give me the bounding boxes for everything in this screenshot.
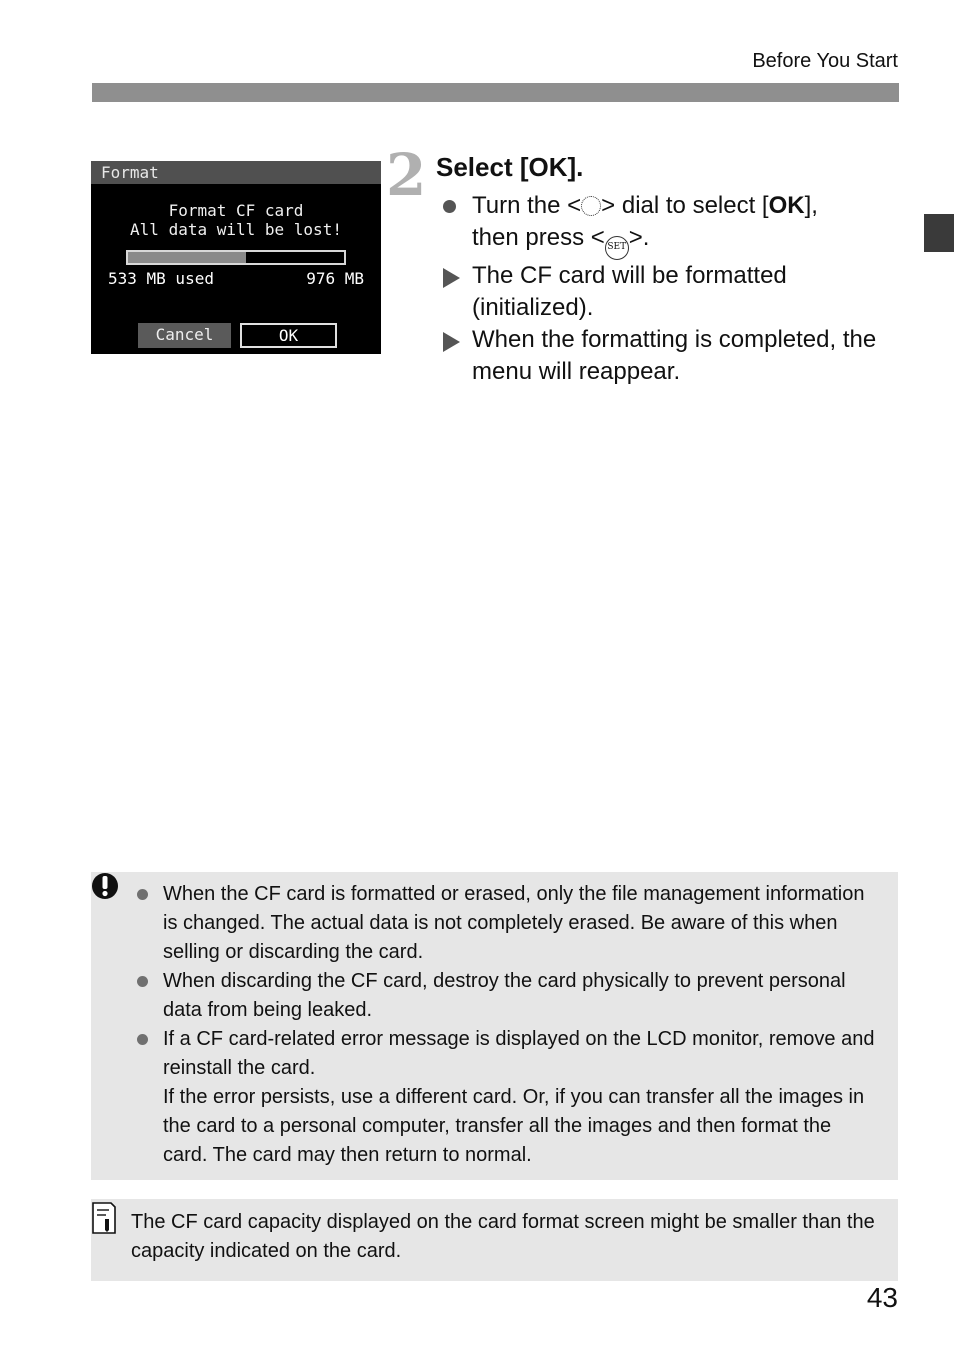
- header-bar: [92, 83, 899, 102]
- cancel-button[interactable]: Cancel: [138, 323, 231, 348]
- step-heading: Select [OK].: [436, 152, 584, 182]
- caution-item: [137, 880, 877, 967]
- capacity-bar: [126, 250, 346, 265]
- caution-item: [137, 1025, 877, 1170]
- bullet-dot-icon: [137, 976, 148, 987]
- caution-continuation-text: If the error persists, use a different card. Or, if you can transfer all the images in the card to a personal computer, transfer all the images and then format the card. The card may then return to normal.: [163, 1086, 865, 1166]
- ok-emphasis: OK: [768, 192, 805, 219]
- chapter-tab: [924, 214, 954, 252]
- ok-button[interactable]: OK: [240, 323, 337, 348]
- set-button-icon: SET: [605, 236, 629, 260]
- caution-list: [137, 880, 877, 1170]
- lcd-message-line1: Format CF card: [168, 201, 304, 220]
- instruction-text: > dial to select [: [601, 192, 769, 219]
- note-icon: [91, 1201, 117, 1235]
- bullet-dot-icon: [137, 1034, 148, 1045]
- result-arrow-icon: [443, 268, 460, 288]
- lcd-message-line2: All data will be lost!: [130, 220, 342, 239]
- caution-box: [91, 872, 898, 1180]
- instruction-item: [440, 190, 880, 260]
- step-number: 2: [386, 141, 427, 209]
- result-text: The CF card will be formatted (initialized).: [472, 262, 787, 321]
- caution-text: When the CF card is formatted or erased, only the file management information is changed. The actual data is not completely erased. Be aware of this when selling or discarding the card.: [163, 883, 865, 963]
- instruction-text: Turn the <: [472, 192, 582, 219]
- lcd-format-screen: [91, 161, 381, 354]
- used-capacity-label: 533 MB used: [108, 269, 214, 288]
- caution-item: [137, 967, 877, 1025]
- caution-text: If a CF card-related error message is displayed on the LCD monitor, remove and reinstall the card.: [163, 1028, 875, 1079]
- bullet-dot-icon: [137, 889, 148, 900]
- capacity-bar-fill: [128, 252, 246, 263]
- result-arrow-icon: [443, 332, 460, 352]
- note-text: The CF card capacity displayed on the card format screen might be smaller than the capacity indicated on the card.: [131, 1211, 875, 1262]
- main-dial-icon: [581, 196, 601, 216]
- instruction-text: then press <: [472, 224, 605, 251]
- result-item: [440, 324, 880, 388]
- section-title: Before You Start: [752, 50, 898, 72]
- note-box: [91, 1199, 898, 1281]
- result-text: When the formatting is completed, the menu will reappear.: [472, 326, 877, 385]
- result-item: [440, 260, 880, 324]
- lcd-title: Format: [101, 163, 159, 182]
- caution-text: When discarding the CF card, destroy the card physically to prevent personal data from being leaked.: [163, 970, 846, 1021]
- step-instructions: [440, 190, 880, 388]
- lcd-title-bar: [91, 161, 381, 184]
- caution-icon: [91, 872, 119, 900]
- instruction-text: ],: [804, 192, 818, 219]
- page-number: 43: [866, 1282, 898, 1313]
- total-capacity-label: 976 MB: [306, 269, 364, 288]
- instruction-text: >.: [628, 224, 650, 251]
- bullet-dot-icon: [443, 200, 456, 213]
